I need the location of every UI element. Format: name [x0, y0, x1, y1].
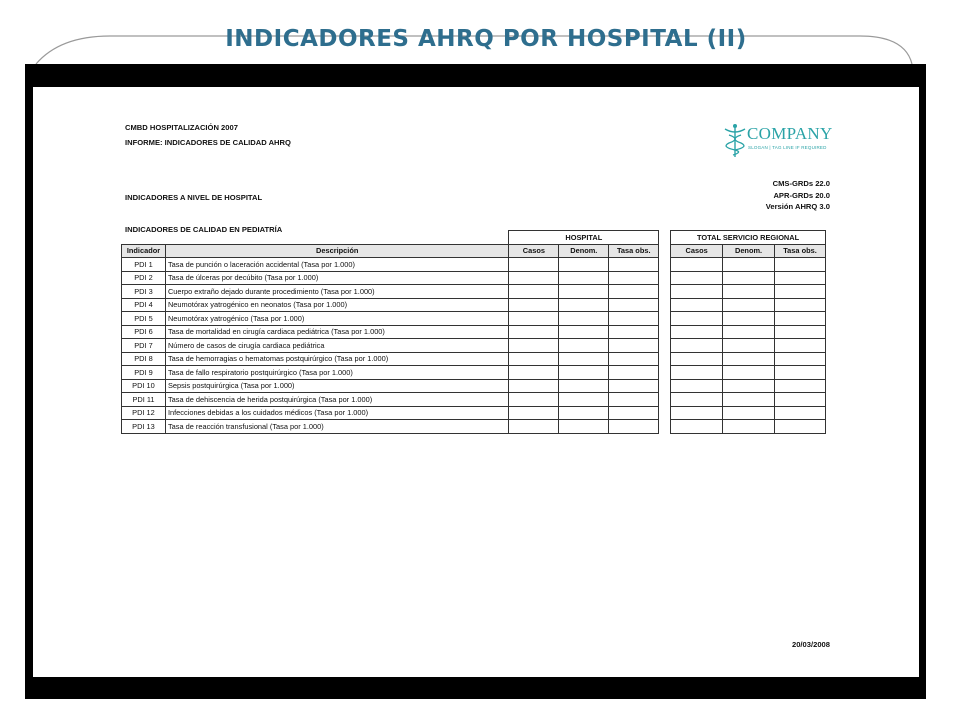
- hospital-denom-cell: [559, 420, 609, 434]
- header-regional-casos: Casos: [671, 244, 723, 258]
- regional-denom-cell: [723, 298, 775, 312]
- header-hospital-denom: Denom.: [559, 244, 609, 258]
- regional-tasa-cell: [775, 420, 826, 434]
- table-row: [122, 406, 826, 420]
- indicator-code: PDI 1: [122, 258, 166, 272]
- regional-tasa-cell: [775, 271, 826, 285]
- group-hospital: HOSPITAL: [509, 231, 659, 245]
- table-row: [122, 379, 826, 393]
- indicator-description: Tasa de mortalidad en cirugía cardiaca pediátrica (Tasa por 1.000): [165, 325, 508, 339]
- hospital-casos-cell: [509, 258, 559, 272]
- report-title-line1: CMBD HOSPITALIZACIÓN 2007: [125, 123, 238, 132]
- hospital-denom-cell: [559, 352, 609, 366]
- regional-casos-cell: [671, 393, 723, 407]
- hospital-tasa-cell: [609, 285, 659, 299]
- hospital-tasa-cell: [609, 406, 659, 420]
- regional-tasa-cell: [775, 406, 826, 420]
- indicator-code: PDI 2: [122, 271, 166, 285]
- regional-tasa-cell: [775, 393, 826, 407]
- regional-tasa-cell: [775, 325, 826, 339]
- version-ahrq: Versión AHRQ 3.0: [765, 202, 830, 211]
- hospital-casos-cell: [509, 352, 559, 366]
- hospital-denom-cell: [559, 379, 609, 393]
- table-row: [122, 312, 826, 326]
- regional-denom-cell: [723, 312, 775, 326]
- regional-tasa-cell: [775, 366, 826, 380]
- hospital-denom-cell: [559, 366, 609, 380]
- report-title-line2: INFORME: INDICADORES DE CALIDAD AHRQ: [125, 138, 291, 147]
- regional-denom-cell: [723, 258, 775, 272]
- table-row: [122, 325, 826, 339]
- table-row: [122, 420, 826, 434]
- regional-denom-cell: [723, 379, 775, 393]
- hospital-casos-cell: [509, 298, 559, 312]
- table-row: [122, 271, 826, 285]
- hospital-casos-cell: [509, 325, 559, 339]
- regional-tasa-cell: [775, 298, 826, 312]
- table-row: [122, 366, 826, 380]
- hospital-denom-cell: [559, 298, 609, 312]
- regional-tasa-cell: [775, 258, 826, 272]
- indicator-description: Infecciones debidas a los cuidados médicos (Tasa por 1.000): [165, 406, 508, 420]
- report-section: INDICADORES DE CALIDAD EN PEDIATRÍA: [125, 225, 283, 234]
- hospital-denom-cell: [559, 271, 609, 285]
- hospital-casos-cell: [509, 366, 559, 380]
- regional-casos-cell: [671, 379, 723, 393]
- indicator-code: PDI 5: [122, 312, 166, 326]
- hospital-tasa-cell: [609, 271, 659, 285]
- hospital-casos-cell: [509, 285, 559, 299]
- hospital-casos-cell: [509, 420, 559, 434]
- report-date: 20/03/2008: [791, 640, 830, 649]
- caduceus-icon: [723, 123, 747, 159]
- regional-casos-cell: [671, 312, 723, 326]
- regional-denom-cell: [723, 420, 775, 434]
- hospital-casos-cell: [509, 393, 559, 407]
- regional-denom-cell: [723, 325, 775, 339]
- column-header-row: [122, 244, 826, 258]
- regional-denom-cell: [723, 271, 775, 285]
- table-row: [122, 352, 826, 366]
- table-row: [122, 258, 826, 272]
- indicator-description: Número de casos de cirugía cardiaca pediátrica: [165, 339, 508, 353]
- indicator-code: PDI 10: [122, 379, 166, 393]
- regional-denom-cell: [723, 285, 775, 299]
- hospital-denom-cell: [559, 325, 609, 339]
- indicator-code: PDI 6: [122, 325, 166, 339]
- company-slogan: SLOGAN | TAG LINE IF REQUIRED: [748, 145, 827, 150]
- hospital-tasa-cell: [609, 298, 659, 312]
- header-regional-tasa: Tasa obs.: [775, 244, 826, 258]
- hospital-denom-cell: [559, 406, 609, 420]
- regional-casos-cell: [671, 420, 723, 434]
- regional-tasa-cell: [775, 339, 826, 353]
- regional-denom-cell: [723, 352, 775, 366]
- hospital-tasa-cell: [609, 393, 659, 407]
- indicator-code: PDI 12: [122, 406, 166, 420]
- indicator-description: Tasa de fallo respiratorio postquirúrgico (Tasa por 1.000): [165, 366, 508, 380]
- hospital-tasa-cell: [609, 420, 659, 434]
- hospital-denom-cell: [559, 339, 609, 353]
- regional-denom-cell: [723, 366, 775, 380]
- indicator-description: Neumotórax yatrogénico (Tasa por 1.000): [165, 312, 508, 326]
- hospital-casos-cell: [509, 271, 559, 285]
- header-description: Descripción: [165, 244, 508, 258]
- hospital-tasa-cell: [609, 339, 659, 353]
- table-row: [122, 298, 826, 312]
- regional-casos-cell: [671, 339, 723, 353]
- version-apr: APR-GRDs 20.0: [773, 191, 830, 200]
- header-hospital-casos: Casos: [509, 244, 559, 258]
- hospital-tasa-cell: [609, 312, 659, 326]
- regional-casos-cell: [671, 285, 723, 299]
- slide-title: INDICADORES AHRQ POR HOSPITAL (II): [225, 26, 747, 52]
- hospital-denom-cell: [559, 393, 609, 407]
- indicator-code: PDI 7: [122, 339, 166, 353]
- table-row: [122, 285, 826, 299]
- hospital-casos-cell: [509, 379, 559, 393]
- regional-casos-cell: [671, 271, 723, 285]
- hospital-casos-cell: [509, 312, 559, 326]
- company-logo: [723, 123, 843, 159]
- header-regional-denom: Denom.: [723, 244, 775, 258]
- indicator-code: PDI 13: [122, 420, 166, 434]
- regional-denom-cell: [723, 406, 775, 420]
- regional-casos-cell: [671, 298, 723, 312]
- hospital-tasa-cell: [609, 379, 659, 393]
- hospital-denom-cell: [559, 285, 609, 299]
- header-hospital-tasa: Tasa obs.: [609, 244, 659, 258]
- table-row: [122, 393, 826, 407]
- table-row: [122, 339, 826, 353]
- indicator-code: PDI 9: [122, 366, 166, 380]
- indicator-code: PDI 8: [122, 352, 166, 366]
- hospital-denom-cell: [559, 312, 609, 326]
- regional-casos-cell: [671, 258, 723, 272]
- regional-casos-cell: [671, 406, 723, 420]
- version-cms: CMS-GRDs 22.0: [772, 179, 830, 188]
- header-indicator: Indicador: [122, 244, 166, 258]
- regional-casos-cell: [671, 325, 723, 339]
- indicator-description: Tasa de punción o laceración accidental (Tasa por 1.000): [165, 258, 508, 272]
- hospital-casos-cell: [509, 406, 559, 420]
- indicator-description: Tasa de hemorragias o hematomas postquirúrgico (Tasa por 1.000): [165, 352, 508, 366]
- indicator-description: Tasa de dehiscencia de herida postquirúrgica (Tasa por 1.000): [165, 393, 508, 407]
- report-sheet: [33, 87, 919, 677]
- regional-casos-cell: [671, 352, 723, 366]
- regional-casos-cell: [671, 366, 723, 380]
- report-level: INDICADORES A NIVEL DE HOSPITAL: [125, 193, 263, 202]
- hospital-denom-cell: [559, 258, 609, 272]
- regional-tasa-cell: [775, 379, 826, 393]
- indicator-description: Tasa de úlceras por decúbito (Tasa por 1.000): [165, 271, 508, 285]
- hospital-tasa-cell: [609, 352, 659, 366]
- indicator-code: PDI 11: [122, 393, 166, 407]
- indicator-description: Neumotórax yatrogénico en neonatos (Tasa por 1.000): [165, 298, 508, 312]
- hospital-tasa-cell: [609, 325, 659, 339]
- regional-tasa-cell: [775, 352, 826, 366]
- group-header-row: [122, 231, 826, 245]
- indicator-description: Cuerpo extraño dejado durante procedimiento (Tasa por 1.000): [165, 285, 508, 299]
- indicator-description: Sepsis postquirúrgica (Tasa por 1.000): [165, 379, 508, 393]
- indicator-description: Tasa de reacción transfusional (Tasa por 1.000): [165, 420, 508, 434]
- hospital-casos-cell: [509, 339, 559, 353]
- regional-tasa-cell: [775, 312, 826, 326]
- regional-denom-cell: [723, 393, 775, 407]
- hospital-tasa-cell: [609, 366, 659, 380]
- company-name: COMPANY: [747, 124, 833, 143]
- indicator-code: PDI 4: [122, 298, 166, 312]
- regional-denom-cell: [723, 339, 775, 353]
- group-regional: TOTAL SERVICIO REGIONAL: [671, 231, 826, 245]
- indicator-code: PDI 3: [122, 285, 166, 299]
- pdi-table: [121, 230, 826, 434]
- hospital-tasa-cell: [609, 258, 659, 272]
- regional-tasa-cell: [775, 285, 826, 299]
